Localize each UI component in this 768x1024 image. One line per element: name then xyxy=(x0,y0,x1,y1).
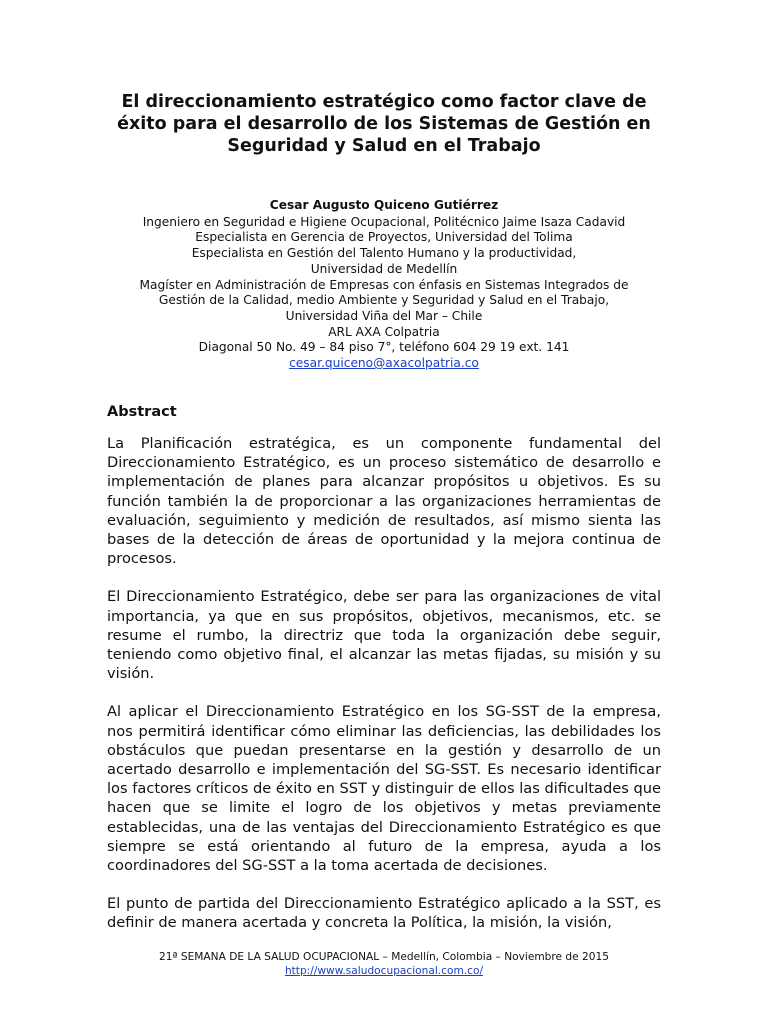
affiliation-line: Especialista en Gestión del Talento Humano y la productividad, xyxy=(191,246,577,261)
affiliation-line: Magíster en Administración de Empresas con énfasis en Sistemas Integrados de xyxy=(139,277,629,292)
author-block xyxy=(60,198,708,372)
affiliation-line: Universidad Viña del Mar – Chile xyxy=(285,308,483,323)
footer-event-text: 21ª SEMANA DE LA SALUD OCUPACIONAL – Medellín, Colombia – Noviembre de 2015 xyxy=(159,951,609,963)
author-name: Cesar Augusto Quiceno Gutiérrez xyxy=(269,198,499,212)
affiliation-line: Diagonal 50 No. 49 – 84 piso 7°, teléfono 604 29 19 ext. 141 xyxy=(198,340,570,355)
abstract-body xyxy=(107,434,661,952)
affiliation-line: Universidad de Medellín xyxy=(310,261,458,276)
abstract-paragraph: El punto de partida del Direccionamiento Estratégico aplicado a la SST, es definir de manera acertada y concreta la Política, la misión, la visión, xyxy=(107,895,661,932)
footer-url-link[interactable]: http://www.saludocupacional.com.co/ xyxy=(284,965,484,977)
abstract-paragraph: Al aplicar el Direccionamiento Estratégico en los SG-SST de la empresa, nos permitirá identificar cómo eliminar las deficiencias, las debilidades los obstáculos que puedan presentarse en la gestión y desarrollo de un acertado desarrollo e implementación del SG-SST. Es necesario identificar los factores críticos de éxito en SST y distinguir de ellos las dificultades que hacen que se limite el logro de los objetivos y metas previamente establecidas, una de las ventajas del Direccionamiento Estratégico es que siempre se está orientando al futuro de la empresa, ayuda a los coordinadores del SG-SST a la toma acertada de decisiones. xyxy=(107,703,661,875)
affiliation-line: Ingeniero en Seguridad e Higiene Ocupacional, Politécnico Jaime Isaza Cadavid xyxy=(142,214,626,229)
abstract-paragraph: La Planificación estratégica, es un componente fundamental del Direccionamiento Estratégico, es un proceso sistemático de desarrollo e implementación de planes para alcanzar propósitos u objetivos. Es su función también la de proporcionar a las organizaciones herramientas de evaluación, seguimiento y medición de resultados, así mismo sienta las bases de la detección de áreas de oportunidad y la mejora continua de procesos. xyxy=(107,435,661,568)
affiliation-line: ARL AXA Colpatria xyxy=(328,324,440,339)
affiliation-line: Gestión de la Calidad, medio Ambiente y Seguridad y Salud en el Trabajo, xyxy=(158,293,610,308)
author-email-link[interactable]: cesar.quiceno@axacolpatria.co xyxy=(289,356,479,371)
page-footer xyxy=(60,950,708,978)
abstract-heading: Abstract xyxy=(107,404,177,420)
paper-title: El direccionamiento estratégico como factor clave de éxito para el desarrollo de los Sistemas de Gestión en Seguridad y Salud en el Trabajo xyxy=(117,92,651,156)
abstract-paragraph: El Direccionamiento Estratégico, debe ser para las organizaciones de vital importancia, ya que en sus propósitos, objetivos, mecanismos, etc. se resume el rumbo, la directriz que toda la organización debe seguir, teniendo como objetivo final, el alcanzar las metas fijadas, su misión y su visión. xyxy=(107,588,661,683)
affiliation-line: Especialista en Gerencia de Proyectos, Universidad del Tolima xyxy=(195,230,573,245)
